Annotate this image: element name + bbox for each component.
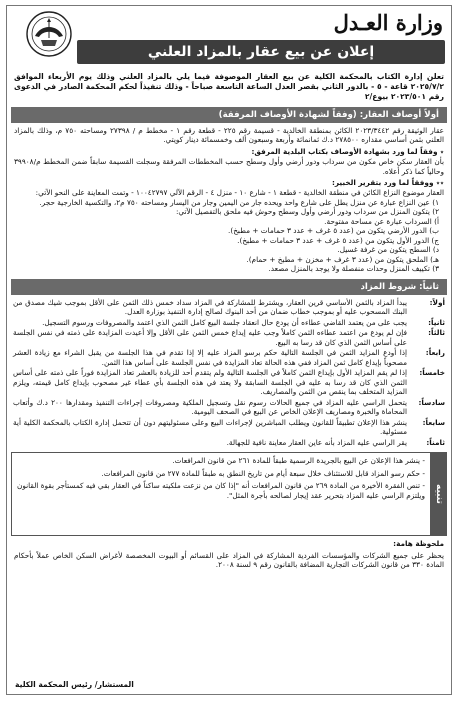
list-item: ٣) تكييف المنزل وحدات منفصلة ولا يوجد بالمنزل مصعد. (268, 264, 439, 274)
header (7, 6, 451, 70)
list-item: ج) الدور الأول يتكون من (عدد ٥ غرف + عدد ٣ حمامات + مطبخ). (237, 235, 439, 245)
emblem-icon (25, 10, 73, 58)
condition-label: سابعاً: (422, 417, 445, 427)
condition-text: يبدأ المزاد بالثمن الأساسي قرين العقار، ويشترط للمشاركة في المزاد سداد خمس ذلك الثمن على الأقل بموجب شيك مصدق من البنك المسحوب عليه أو بموجب خطاب ضمان من أحد البنوك لصالح إدارة التنفيذ بوزارة العدل. (13, 297, 407, 317)
section-property-description-header: أولاً أوصاف العقار: (وفقاً لشهادة الأوصاف المرفقة) (11, 107, 447, 123)
announcement-banner: إعلان عن بيع عقار بالمزاد العلني (77, 40, 445, 64)
condition-text: يقر الراسي عليه المزاد بأنه عاين العقار معاينة نافية للجهالة. (226, 437, 407, 447)
notice-line: - تنص الفقرة الأخيرة من المادة ٢٦٩ من قانون المرافعات أنه "إذا كان من نزعت ملكيته ساكناً في العقار بقي فيه كمستأجر بقوة القانون ويلتزم الراسي عليه المزاد بتحرير عقد إيجار لصالحه بأجرة المثل". (17, 481, 425, 500)
expert-text: العقار موضوع النزاع الكائن في منطقة الخالدية - قطعة ١ - شارع ١٠ - منزل ٤ - الرقم الآلي ١٠٠٤٢٧٩٧ - وتمت المعاينة على النحو الآتي: (35, 188, 444, 198)
condition-label: أولاً: (429, 297, 445, 307)
condition-item (7, 348, 451, 367)
condition-item (7, 298, 451, 317)
condition-item (7, 398, 451, 417)
notice-tab: تنبيه (430, 453, 446, 535)
intro-paragraph: تعلن إدارة الكتاب بالمحكمة الكلية عن بيع العقار الموصوفة فيما يلي بالمزاد العلني وذلك يوم الأربعاء الموافق ٢٠٢٥/٧/٢ قاعة - ٥ - بالدور الثاني بقصر العدل الساعة التاسعة صباحاً - وذلك تنفيذاً لحكم المحكمة الصادر في الدعوى رقم ٢٠٢٣/٥٠١ بيوع/٢ (14, 72, 444, 101)
announcement-page (6, 5, 452, 695)
property-paragraph: عقار الوثيقة رقم ٢٠٢٣/٣٤٤٢ الكائن بمنطقة الخالدية - قسيمة رقم ٢٢٥ - قطعة رقم ١ - مخطط م / ٢٧٣٩٨ ومساحته ٧٥٠ م، وذلك بالمزاد العلني بثمن أساسي مقداره ٢٧٨٥٠٠ د.ك ثمانمائة وأربعة وسبعون ألف وخمسمائة دينار كويتي. (14, 125, 444, 145)
condition-label: خامساً: (419, 368, 445, 378)
notice-body (12, 453, 430, 535)
condition-text: إذا أودع المزايد الثمن في الجلسة التالية حكم برسو المزاد عليه إلا إذا تقدم في هذا الجلسة من يقبل الشراء مع زيادة العشر مصحوباً بإيداع كامل ثمن المزاد ففي هذه الحالة تعاد المزايدة في نفس الجلسة على أساس هذا الثمن. (13, 348, 407, 367)
condition-label: ثانياً: (428, 317, 445, 327)
condition-item (7, 438, 451, 447)
list-item: ١) عين النزاع عبارة عن منزل يطل على شارع واحد ويحده جار من اليمين وجار من اليسار ومساحته ٧٥٠ م٢، والتكسية الخارجية حجر. (39, 197, 439, 207)
list-item: ب) الدور الأرضي يتكون من (عدد ٥ غرف + عدد ٣ حمامات + مطبخ). (228, 226, 439, 236)
condition-item (7, 328, 451, 347)
condition-item (7, 418, 451, 437)
list-item: د) السطح يتكون من غرفة غسيل. (337, 245, 439, 255)
condition-label: ثامناً: (426, 437, 445, 447)
important-note-title: ملحوظة هامة: (393, 539, 444, 549)
list-item: هـ) الملحق يتكون من (عدد ٣ غرف + مخزن + مطبخ + حمام). (246, 254, 439, 264)
condition-item (7, 368, 451, 396)
condition-item (7, 318, 451, 327)
condition-text: فإن لم يودع من اعتمد عطاءه الثمن كاملاً وجب عليه إيداع خمس الثمن على الأقل وإلا أعيدت المزايدة على ذمته في نفس الجلسة على أساس الثمن الذي كان قد رسا به البيع. (13, 328, 407, 347)
notice-box (11, 452, 447, 536)
notice-line: - حكم رسو المزاد قابل للاستئناف خلال سبعة أيام من تاريخ النطق به طبقاً للمادة ٢٧٧ من قانون المرافعات. (101, 468, 425, 478)
list-item: أ) السرداب عبارة عن مساحة مفتوحة. (324, 216, 439, 226)
condition-label: سادساً: (418, 397, 445, 407)
important-note-text: يحظر على جميع الشركات والمؤسسات الفردية المشاركة في المزاد على القسائم أو البيوت المخصصة لأغراض السكن الخاص عملاً بأحكام المادة ٣٣٠ من قانون الشركات التجارية المضافة بالقانون رقم ٩ لسنة ٢٠٠٨. (14, 550, 444, 570)
condition-text: يتحمل الراسي عليه المزاد في جميع الحالات رسوم نقل وتسجيل الملكية ومصروفات إجراءات التنفيذ ومقدارها ٢٠٠ د.ك وأتعاب المحاماة والخبرة ومصاريف الإعلان الخاص عن البيع في الصحف اليومية. (13, 397, 407, 417)
condition-label: رابعاً: (425, 348, 445, 358)
condition-text: إذا لم يقم المزايد الأول بإيداع الثمن كاملاً في الجلسة التالية ولم يتقدم أحد للزيادة بالعشر تعاد المزايدة فوراً على ذمته على أساس الثمن الذي كان قد رسا به عليه في الجلسة السابقة ولا يعتد في هذه الجلسة بأي عطاء غير مصحوب بإيداع كامل قيمته، ويلزم المزايد المتخلف بما ينقص من الثمن والمصاريف. (13, 368, 407, 397)
ministry-title: وزارة العـدل (333, 10, 443, 35)
condition-text: ينشر هذا الإعلان تطبيقاً للقانون ويطلب المباشرين لإجراءات البيع وعلى مسئوليتهم دون أن تتحمل إدارة الكتاب بالمحكمة الكلية أية مسئولية. (13, 417, 407, 437)
municipality-text: بأن العقار سكن خاص مكون من سرداب ودور أرضي وأول وسطح حسب المخططات المرفقة وسجلت القسيمة سابقاً ضمن المخطط م/٣٩٩٠٨ وحالياً كما ذكر أعلاه. (14, 157, 444, 176)
condition-text: يجب على من يعتمد القاضي عطاءه أن يودع حال انعقاد جلسة البيع كامل الثمن الذي اعتمد والمصروفات ورسوم التسجيل. (42, 317, 407, 327)
notice-line: - ينشر هذا الإعلان عن البيع بالجريدة الرسمية طبقاً للمادة ٢٦١ من قانون المرافعات. (172, 456, 425, 466)
section-auction-conditions-header: ثانياً: شروط المزاد (11, 279, 447, 295)
expert-subheading: ٭٭ ووفقاً لما ورد بتقرير الخبير: (331, 178, 444, 187)
municipality-subheading: ٭ وفقاً لما ورد بشهادة الأوصاف بكتاب البلدية المرفق: (251, 146, 444, 156)
condition-label: ثالثاً: (428, 328, 445, 338)
list-item: ٢) يتكون المنزل من سرداب ودور أرضي وأول وسطح وحوش فيه ملحق بالتفصيل الآتي: (175, 207, 439, 217)
signature: المستشار/ رئيس المحكمة الكلية (15, 680, 134, 690)
